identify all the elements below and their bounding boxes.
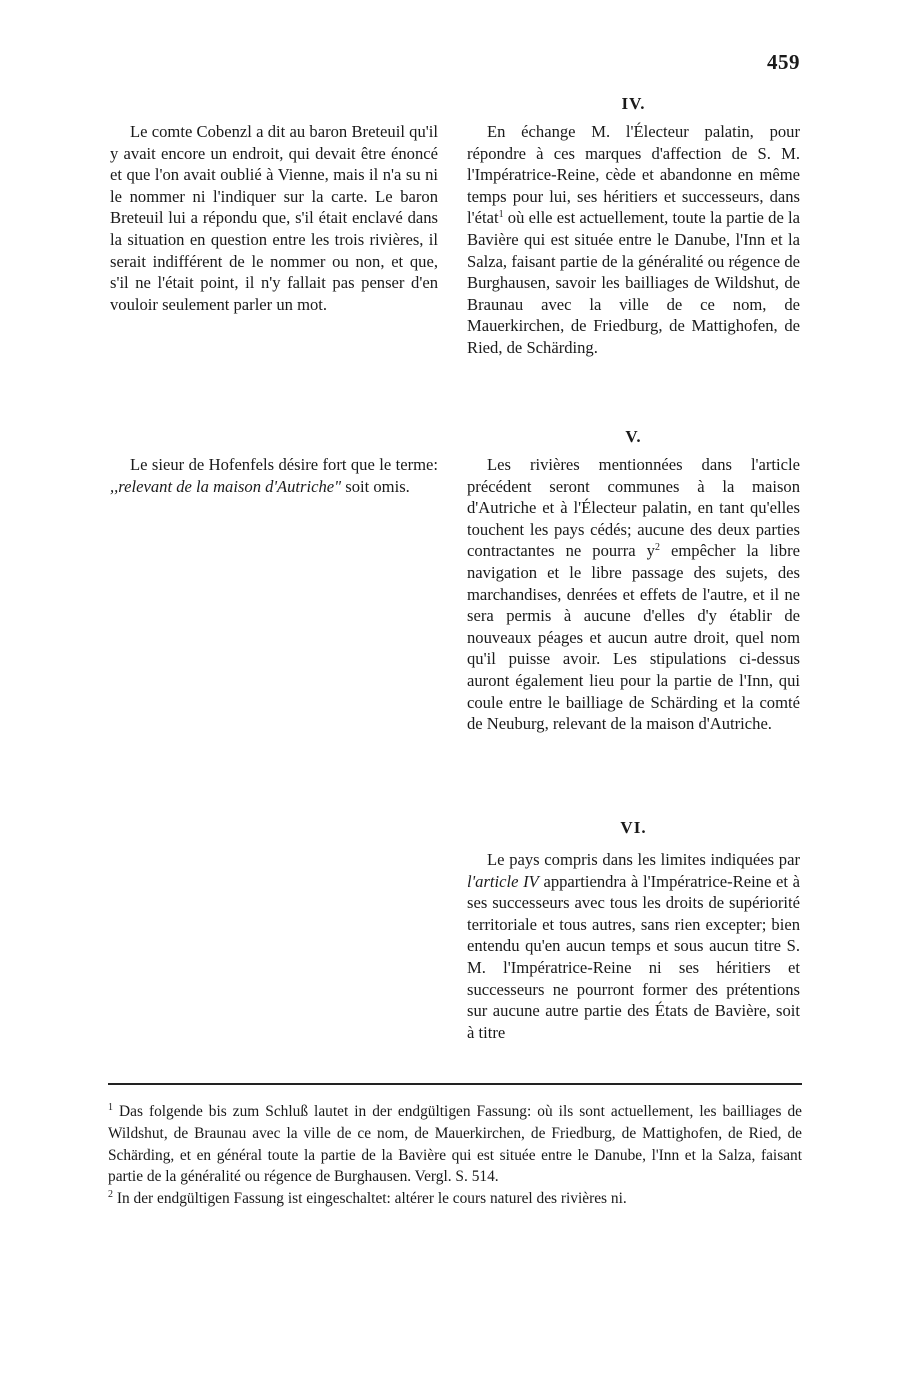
left-note-cobenzl-text: Le comte Cobenzl a dit au baron Breteuil qu'il y avait encore un endroit, qui devait être énoncé et que l'on avait oublié à Vienne, mais il n'a su ni le nommer ni l'indiquer sur la carte. Le baron Breteuil lui a répondu que, s'il était enclavé dans la situation en question entre les trois rivières, il serait indifférent de le nommer ou non, et que, s'il ne l'était point, il n'y fallait pas penser d'en vouloir seulement parler un mot. [110, 122, 438, 314]
left-note-hofenfels-text [110, 454, 438, 497]
article-iv-text-b: où elle est actuellement, toute la partie de la Bavière qui est située entre le Danube, l'Inn et la Salza, faisant partie de la généralité ou régence de Burghausen, savoir les bailliages de Wildshut, de Braunau avec la ville de ce nom, de Mauerkirchen, de Friedburg, de Mattighofen, de Ried, de Schärding. [467, 208, 800, 357]
article-vi-italic: l'article IV [467, 871, 539, 891]
article-iv-text-a: En échange M. l'Électeur palatin, pour répondre à ces marques d'affection de S. M. l'Impératrice-Reine, cède et abandonne en même temps pour lui, ses héritiers et successeurs, dans l'état [467, 122, 800, 228]
article-v-heading: V. [625, 427, 642, 446]
article-v-body [467, 454, 800, 735]
article-iv-body [467, 121, 800, 359]
article-v-text-b: empêcher la libre navigation et le libre passage des sujets, des marchandises, denrées et effets de l'autre, et il ne sera permis à aucune d'elles d'y établir de nouveaux péages et aucun autre droit, quel nom qu'il puisse avoir. Les stipulations ci-dessus auront également lieu pour la partie de l'Inn, qui coule entre le bailliage de Schärding et la comté de Neuburg, relevant de la maison d'Autriche. [467, 541, 800, 734]
left-note-cobenzl [110, 121, 438, 315]
note2-italic: ,,relevant de la maison d'Autriche" [110, 476, 342, 496]
article-vi-text-a: Le pays compris dans les limites indiquées par [487, 850, 800, 869]
article-vi-heading: VI. [620, 818, 647, 837]
note2-after: soit omis. [341, 476, 410, 496]
article-vi-body [467, 849, 800, 1043]
footnote-ref-2: 2 [654, 542, 660, 554]
footnote-divider [108, 1083, 802, 1085]
footnote-1-marker: 1 [108, 1102, 113, 1113]
article-iv-text [467, 121, 800, 359]
footnotes [108, 1101, 802, 1210]
footnote-ref-1: 1 [498, 209, 504, 221]
footnote-2 [108, 1188, 802, 1210]
article-v-text [467, 454, 800, 735]
footnote-1 [108, 1101, 802, 1188]
article-iv-heading: IV. [621, 94, 646, 113]
footnote-2-text: In der endgültigen Fassung ist eingeschaltet: altérer le cours naturel des rivières ni. [113, 1190, 627, 1208]
footnote-1-text: Das folgende bis zum Schluß lautet in der endgültigen Fassung: où ils sont actuellement, les bailliages de Wildshut, de Braunau avec la ville de ce nom, de Mauerkirchen, de Friedburg, de Mattighofen, de Ried, de Schärding, et en général toute la partie de la Bavière qui est située entre le Danube, l'Inn et la Salza, faisant partie de la généralité ou régence de Burghausen. Vergl. S. 514. [108, 1103, 802, 1186]
note2-before: Le sieur de Hofenfels désire fort que le terme: [130, 455, 438, 474]
article-v-text-a: Les rivières mentionnées dans l'article précédent seront communes à la maison d'Autriche et à l'Électeur palatin, en tant qu'elles touchent les pays cédés; aucune des deux parties contractantes ne pourra y [467, 455, 800, 561]
footnote-2-marker: 2 [108, 1189, 113, 1201]
article-vi-text [467, 849, 800, 1043]
left-note-hofenfels [110, 454, 438, 497]
page-number: 459 [767, 50, 800, 74]
article-vi-text-b: appartiendra à l'Impératrice-Reine et à ses successeurs avec tous les droits de supériorité territoriale et tous autres, sans rien excepter; bien entendu qu'en aucun temps et sous aucun titre S. M. l'Impératrice-Reine ni ses héritiers et successeurs ne pourront former des prétentions sur aucune autre partie des États de Bavière, soit à titre [467, 871, 800, 1042]
